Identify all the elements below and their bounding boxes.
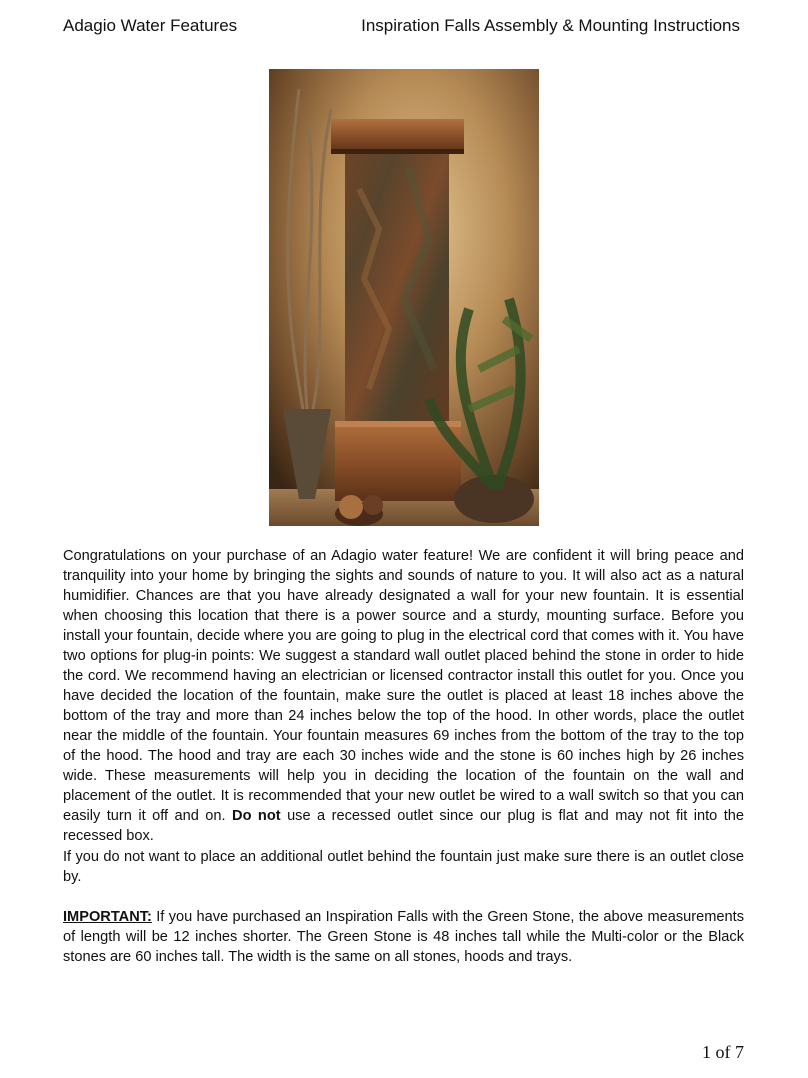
intro-warning-rest: use a recessed outlet since our plug is flat and may not fit into the recessed box. <box>63 808 744 844</box>
header-company-name: Adagio Water Features <box>63 16 238 35</box>
important-text: If you have purchased an Inspiration Falls with the Green Stone, the above measurements of length will be 12 inches shorter. The Green Stone is 48 inches tall while the Multi-color or the Black stones are 60 inches tall. The width is the same on all stones, hoods and trays. <box>63 909 744 965</box>
important-paragraph <box>63 907 744 967</box>
important-label: IMPORTANT: <box>63 909 152 925</box>
intro-text: Congratulations on your purchase of an Adagio water feature! We are confident it will bring peace and tranquility into your home by bringing the sights and sounds of nature to you. It will also act as a natural humidifier. Chances are that you have already designated a wall for your new fountain. It is essential when choosing this location that there is a power source and a sturdy, mounting surface. Before you install your fountain, decide where you are going to plug in the electrical cord that comes with it. You have two options for plug-in points: We suggest a standard wall outlet placed behind the stone in order to hide the cord. We recommend having an electrician or licensed contractor install this outlet for you. Once you have decided the location of the fountain, make sure the outlet is placed at least 18 inches above the bottom of the tray and more than 24 inches below the top of the hood. In other words, place the outlet near the middle of the fountain. Your fountain measures 69 inches from the bottom of the tray to the top of the hood. The hood and tray are each 30 inches wide and the stone is 60 inches high by 26 inches wide. These measurements will help you in deciding the location of the fountain on the wall and placement of the outlet. It is recommended that your new outlet be wired to a wall switch so that you can easily turn it off and on. <box>63 548 744 824</box>
intro-paragraph <box>63 546 744 846</box>
outlet-paragraph: If you do not want to place an additional outlet behind the fountain just make sure there is an outlet close by. <box>63 849 744 885</box>
page-indicator: 1 of 7 <box>702 1042 744 1062</box>
intro-warning-bold: Do not <box>232 808 281 824</box>
header-document-title: Inspiration Falls Assembly & Mounting Instructions <box>361 16 740 35</box>
fountain-product-photo <box>269 69 539 526</box>
